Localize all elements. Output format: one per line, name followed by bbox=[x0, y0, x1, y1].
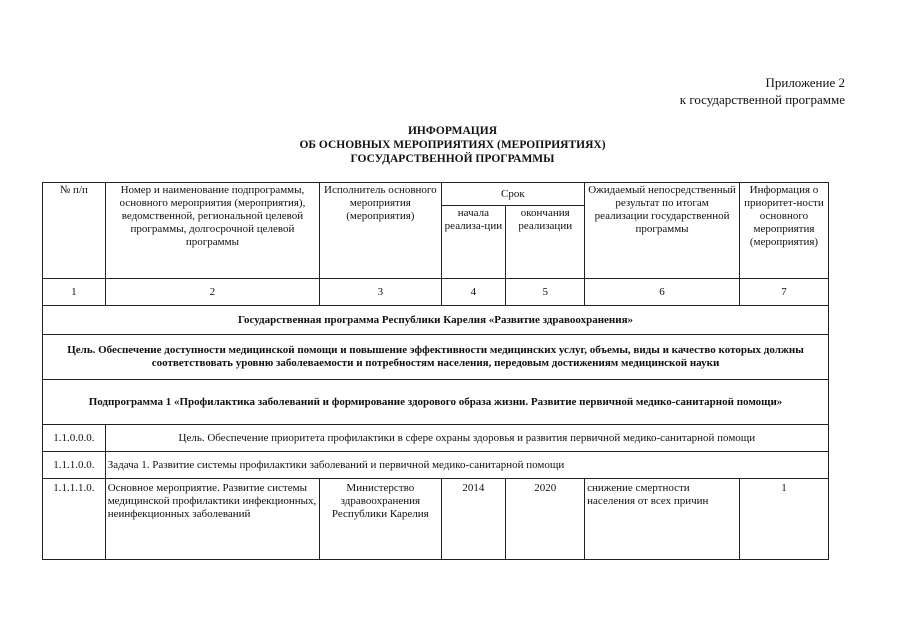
program-row bbox=[43, 306, 829, 335]
table-row bbox=[43, 479, 829, 560]
appendix-line-2: к государственной программе bbox=[679, 92, 845, 107]
title-line-3: ГОСУДАРСТВЕННОЙ ПРОГРАММЫ bbox=[350, 153, 555, 165]
row-code: 1.1.1.1.0. bbox=[43, 479, 106, 560]
row-end: 2020 bbox=[506, 479, 585, 560]
header-end: окончания реализации bbox=[506, 206, 585, 279]
events-table bbox=[42, 182, 829, 560]
col-number: 4 bbox=[441, 279, 506, 306]
col-number: 5 bbox=[506, 279, 585, 306]
title-line-2: ОБ ОСНОВНЫХ МЕРОПРИЯТИЯХ (МЕРОПРИЯТИЯХ) bbox=[299, 139, 606, 151]
row-priority: 1 bbox=[739, 479, 828, 560]
subprogram-row bbox=[43, 380, 829, 425]
goal-row bbox=[43, 335, 829, 380]
col-number: 2 bbox=[105, 279, 319, 306]
row-start: 2014 bbox=[441, 479, 506, 560]
program-title: Государственная программа Республики Карелия «Развитие здравоохранения» bbox=[43, 306, 829, 335]
goal-text: Цель. Обеспечение доступности медицинской помощи и повышение эффективности медицинских услуг, объемы, виды и качество которых должны соответствовать уровню заболеваемости и потребностям населения, передовым достижениям медицинской науки bbox=[43, 335, 829, 380]
header-row bbox=[43, 183, 829, 206]
header-num: № п/п bbox=[43, 183, 106, 279]
title-line-1: ИНФОРМАЦИЯ bbox=[407, 125, 497, 137]
header-term: Срок bbox=[441, 183, 585, 206]
appendix-line-1: Приложение 2 bbox=[765, 75, 845, 90]
document-title bbox=[0, 124, 905, 166]
row-executor: Министерство здравоохранения Республики Карелия bbox=[320, 479, 441, 560]
row-name: Основное мероприятие. Развитие системы медицинской профилактики инфекционных, неинфекционных заболеваний bbox=[105, 479, 319, 560]
col-number: 1 bbox=[43, 279, 106, 306]
col-number: 6 bbox=[585, 279, 740, 306]
header-result: Ожидаемый непосредственный результат по итогам реализации государственной программы bbox=[585, 183, 740, 279]
row-text: Задача 1. Развитие системы профилактики заболеваний и первичной медико-санитарной помощи bbox=[105, 452, 828, 479]
col-number: 7 bbox=[739, 279, 828, 306]
row-result: снижение смертности населения от всех причин bbox=[585, 479, 740, 560]
subprogram-title: Подпрограмма 1 «Профилактика заболеваний и формирование здорового образа жизни. Развитие первичной медико-санитарной помощи» bbox=[43, 380, 829, 425]
table-row bbox=[43, 425, 829, 452]
row-code: 1.1.0.0.0. bbox=[43, 425, 106, 452]
row-text: Цель. Обеспечение приоритета профилактики в сфере охраны здоровья и развития первичной медико-санитарной помощи bbox=[105, 425, 828, 452]
header-executor: Исполнитель основного мероприятия (мероприятия) bbox=[320, 183, 441, 279]
header-start: начала реализа-ции bbox=[441, 206, 506, 279]
header-priority: Информация о приоритет-ности основного мероприятия (мероприятия) bbox=[739, 183, 828, 279]
table-row bbox=[43, 452, 829, 479]
col-number: 3 bbox=[320, 279, 441, 306]
header-name: Номер и наименование подпрограммы, основного мероприятия (мероприятия), ведомственной, региональной целевой программы, долгосрочной целевой программы bbox=[105, 183, 319, 279]
appendix-header bbox=[680, 74, 845, 108]
column-numbers-row bbox=[43, 279, 829, 306]
row-code: 1.1.1.0.0. bbox=[43, 452, 106, 479]
